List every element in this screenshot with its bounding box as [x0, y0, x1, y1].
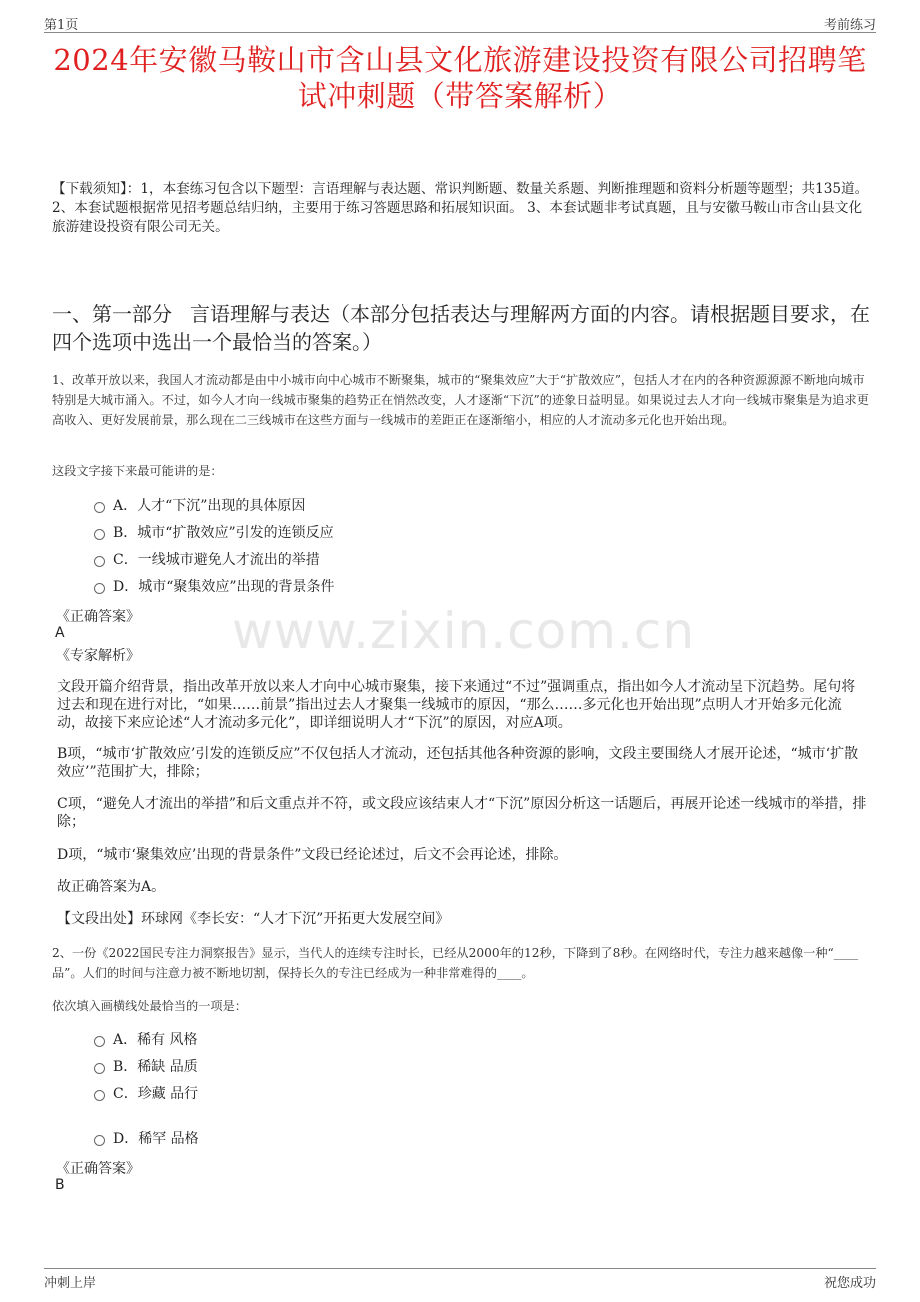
q1-answer: A — [55, 625, 65, 641]
question-2-prompt: 依次填入画横线处最恰当的一项是： — [52, 999, 247, 1013]
q1-analysis-label: 《专家解析》 — [56, 648, 140, 664]
question-1-text: 1、改革开放以来，我国人才流动都是由中小城市向中心城市不断聚集，城市的“聚集效应”大于“扩散效应”，包括人才在内的各种资源源源不断地向城市特别是大城市涌入。不过，如今人才向一线城市聚集的趋势正在悄然改变，人才逐渐“下沉”的迹象日益明显。如果说过去人才向一线城市聚集是为追求更高收入、更好发展前景，那么现在二三线城市在这些方面与一线城市的差距正在逐渐缩小，相应的人才流动多元化也开始出现。 — [52, 373, 869, 427]
q1-conclusion: 故正确答案为A。 — [57, 879, 166, 895]
q2-option-a[interactable]: A．稀有 风格 — [94, 1031, 198, 1049]
q2-option-c[interactable]: C．珍藏 品行 — [94, 1085, 198, 1103]
page-number: 第1页 — [44, 18, 79, 33]
radio-icon[interactable] — [94, 1135, 105, 1146]
section-title: 言语理解与表达（本部分包括表达与理解两方面的内容。请根据题目要求，在四个选项中选出一个最恰当的答案。） — [52, 302, 870, 354]
footer-right-text: 祝您成功 — [823, 1276, 876, 1291]
q1-answer-label: 《正确答案》 — [56, 609, 140, 625]
q2-option-b[interactable]: B．稀缺 品质 — [94, 1058, 198, 1076]
q1-option-c[interactable]: C．一线城市避免人才流出的举措 — [94, 551, 320, 569]
document-title: 2024年安徽马鞍山市含山县文化旅游建设投资有限公司招聘笔试冲刺题（带答案解析） — [53, 43, 867, 113]
question-1-prompt: 这段文字接下来最可能讲的是： — [52, 464, 223, 478]
q2-answer: B — [55, 1177, 65, 1193]
q1-option-d[interactable]: D．城市“聚集效应”出现的背景条件 — [94, 578, 335, 596]
radio-icon[interactable] — [94, 529, 105, 540]
watermark: www.zixin.com.cn — [232, 602, 696, 660]
section-heading — [52, 300, 872, 356]
q1-analysis-para-2: B项，“城市‘扩散效应’引发的连锁反应”不仅包括人才流动，还包括其他各种资源的影响，文段主要围绕人才展开论述，“城市‘扩散效应’”范围扩大，排除； — [57, 746, 859, 780]
radio-icon[interactable] — [94, 583, 105, 594]
footer-divider — [44, 1268, 876, 1269]
radio-icon[interactable] — [94, 1063, 105, 1074]
radio-icon[interactable] — [94, 1090, 105, 1101]
radio-icon[interactable] — [94, 1036, 105, 1047]
radio-icon[interactable] — [94, 556, 105, 567]
header-label: 考前练习 — [823, 18, 876, 33]
radio-icon[interactable] — [94, 502, 105, 513]
q1-analysis-para-4: D项，“城市‘聚集效应’出现的背景条件”文段已经论述过，后文不会再论述，排除。 — [57, 847, 568, 863]
q1-source: 【文段出处】环球网《李长安：“人才下沉”开拓更大发展空间》 — [57, 911, 450, 927]
q1-option-b[interactable]: B．城市“扩散效应”引发的连锁反应 — [94, 524, 334, 542]
download-notice: 【下载须知】：1，本套练习包含以下题型：言语理解与表达题、常识判断题、数量关系题、判断推理题和资料分析题等题型；共135道。 2、本套试题根据常见招考题总结归纳，主要用于练习答题思路和拓展知识面。 3、本套试题非考试真题，且与安徽马鞍山市含山县文化旅游建设投资有限公司无关。 — [52, 181, 869, 235]
header-divider — [44, 32, 876, 33]
q2-answer-label: 《正确答案》 — [56, 1161, 140, 1177]
question-2-text: 2、一份《2022国民专注力洞察报告》显示，当代人的连续专注时长，已经从2000年的12秒，下降到了8秒。在网络时代，专注力越来越像一种“____品”。人们的时间与注意力被不断地切割，保持长久的专注已经成为一种非常难得的____。 — [52, 946, 859, 980]
footer-left-text: 冲刺上岸 — [44, 1276, 97, 1291]
q1-option-a[interactable]: A．人才“下沉”出现的具体原因 — [94, 497, 305, 515]
q1-analysis-para-1: 文段开篇介绍背景，指出改革开放以来人才向中心城市聚集，接下来通过“不过”强调重点，指出如今人才流动呈下沉趋势。尾句将过去和现在进行对比，“如果……前景”指出过去人才聚集一线城市的原因，“那么……多元化也开始出现”点明人才开始多元化流动，故接下来应论述“人才流动多元化”，即详细说明人才“下沉”的原因，对应A项。 — [57, 679, 856, 731]
q1-analysis-para-3: C项，“避免人才流出的举措”和后文重点并不符，或文段应该结束人才“下沉”原因分析这一话题后，再展开论述一线城市的举措，排除； — [57, 796, 867, 830]
q2-option-d[interactable]: D．稀罕 品格 — [94, 1130, 199, 1148]
section-number: 一、第一部分 — [52, 302, 172, 326]
